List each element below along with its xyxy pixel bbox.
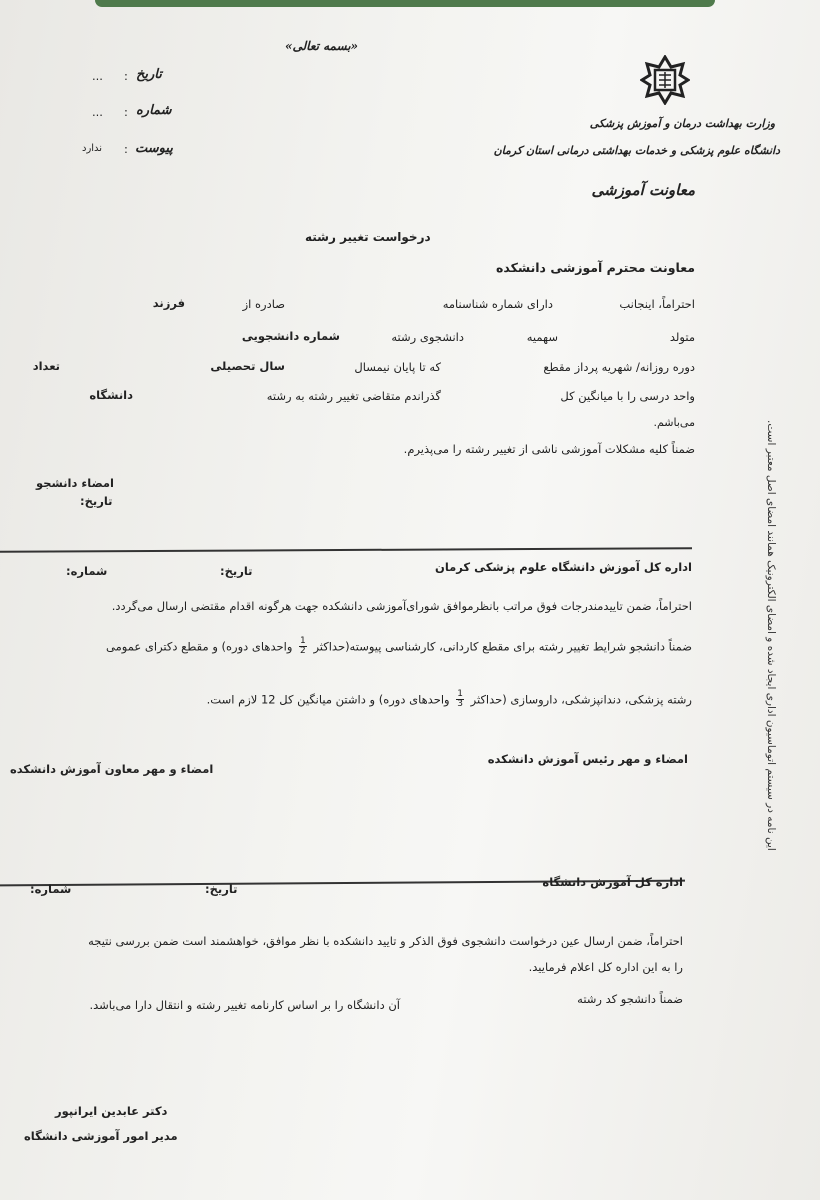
university-office-paragraph: آن دانشگاه را بر اساس کارنامه تغییر رشته و انتقال دارا می‌باشد. bbox=[89, 998, 400, 1012]
university-logo-icon bbox=[640, 55, 690, 105]
numerator: 1 bbox=[300, 636, 306, 646]
signer-title: مدیر امور آموزشی دانشگاه bbox=[24, 1129, 178, 1143]
attachment-label: پیوست bbox=[135, 141, 173, 156]
university-office-number-label: شماره: bbox=[30, 882, 72, 896]
ministry-name: وزارت بهداشت درمان و آموزش پزشکی bbox=[589, 117, 775, 130]
university-office-paragraph: ضمناً دانشجو کد رشته bbox=[577, 992, 683, 1006]
fraction-one-half bbox=[299, 637, 307, 657]
request-text: می‌باشم. bbox=[653, 416, 695, 429]
request-text: فرزند bbox=[152, 296, 185, 310]
signer-name: دکتر عابدین ایرانپور bbox=[55, 1104, 168, 1118]
university-office-paragraph: را به این اداره کل اعلام فرمایید. bbox=[528, 960, 683, 974]
separator: : bbox=[124, 105, 128, 119]
faculty-head-signature: امضاء و مهر رئیس آموزش دانشکده bbox=[487, 752, 688, 766]
top-green-strip bbox=[95, 0, 715, 7]
request-text: دارای شماره شناسنامه bbox=[442, 297, 553, 311]
student-signature-label: امضاء دانشجو bbox=[36, 476, 114, 490]
university-office-heading: اداره کل آموزش دانشگاه bbox=[542, 875, 683, 889]
request-text: ضمناً کلیه مشکلات آموزشی ناشی از تغییر رشته را می‌پذیرم. bbox=[403, 442, 695, 456]
request-text: دانشگاه bbox=[89, 388, 133, 402]
faculty-deputy-signature: امضاء و مهر معاون آموزش دانشکده bbox=[10, 762, 214, 776]
request-text: شماره دانشجویی bbox=[241, 329, 340, 343]
faculty-date-label: تاریخ: bbox=[220, 564, 253, 578]
office-name: معاونت آموزشی bbox=[591, 181, 695, 199]
faculty-paragraph bbox=[207, 690, 692, 710]
request-text: دانشجوی رشته bbox=[391, 330, 464, 344]
request-text: سهمیه bbox=[526, 330, 558, 344]
denominator: 3 bbox=[457, 699, 463, 710]
date-label: تاریخ bbox=[136, 67, 162, 82]
request-text: تعداد bbox=[32, 359, 60, 373]
document-title: درخواست تغییر رشته bbox=[305, 230, 431, 244]
denominator: 2 bbox=[300, 646, 306, 657]
date-value: ... bbox=[92, 69, 103, 83]
invocation: «بسمه تعالی» bbox=[285, 39, 359, 53]
number-label: شماره bbox=[136, 103, 172, 118]
request-text: گذراندم متقاضی تغییر رشته به رشته bbox=[266, 389, 441, 403]
number-value: ... bbox=[92, 105, 103, 119]
text: واحدهای دوره) و مقطع دکترای عمومی bbox=[106, 639, 293, 654]
request-text: صادره از bbox=[242, 297, 285, 311]
university-name: دانشگاه علوم پزشکی و خدمات بهداشتی درمانی استان کرمان bbox=[493, 144, 780, 157]
request-text: سال تحصیلی bbox=[210, 359, 285, 373]
divider bbox=[0, 547, 692, 552]
request-text: متولد bbox=[669, 330, 695, 344]
text: ضمناً دانشجو شرایط تغییر رشته برای مقطع کاردانی، کارشناسی پیوسته(حداکثر bbox=[313, 639, 692, 654]
addressee: معاونت محترم آموزشی دانشکده bbox=[495, 260, 695, 275]
request-text: دوره روزانه/ شهریه پرداز مقطع bbox=[543, 360, 695, 374]
text: واحدهای دوره) و داشتن میانگین کل 12 لازم است. bbox=[206, 692, 450, 707]
request-text: که تا پایان نیمسال bbox=[354, 360, 441, 374]
separator: : bbox=[124, 142, 128, 156]
faculty-paragraph bbox=[106, 637, 692, 657]
university-office-paragraph: احتراماً، ضمن ارسال عین درخواست دانشجوی فوق الذکر و تایید دانشکده با نظر موافق، خواهشمند است ضمن بررسی نتیجه bbox=[88, 934, 683, 948]
electronic-signature-note: این نامه در سیستم اتوماسیون اداری ایجاد شده و امضای الکترونیک همانند امضای اصل معتبر است. bbox=[765, 420, 777, 851]
student-date-label: تاریخ: bbox=[80, 494, 113, 508]
faculty-number-label: شماره: bbox=[66, 564, 108, 578]
numerator: 1 bbox=[457, 689, 463, 699]
attachment-value: ندارد bbox=[82, 143, 103, 154]
faculty-heading: اداره کل آموزش دانشگاه علوم پزشکی کرمان bbox=[435, 560, 692, 574]
university-office-date-label: تاریخ: bbox=[205, 882, 238, 896]
separator: : bbox=[124, 69, 128, 83]
request-text: احتراماً، اینجانب bbox=[619, 297, 695, 311]
text: رشته پزشکی، دندانپزشکی، داروسازی (حداکثر bbox=[470, 692, 692, 707]
faculty-paragraph: احتراماً، ضمن تاییدمندرجات فوق مراتب بانظرموافق شورای‌آموزشی دانشکده جهت هرگونه اقدام مقتضی ارسال می‌گردد. bbox=[111, 599, 692, 613]
request-text: واحد درسی را با میانگین کل bbox=[560, 389, 695, 403]
fraction-one-third bbox=[456, 690, 464, 710]
